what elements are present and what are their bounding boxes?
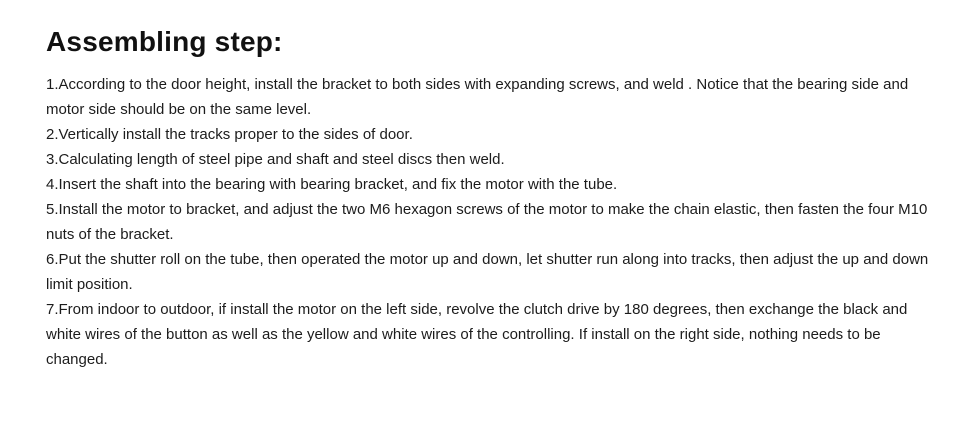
step-6: 6.Put the shutter roll on the tube, then operated the motor up and down, let shutter run along into tracks, then adjust the up and down limit position. [46,251,929,293]
step-7: 7.From indoor to outdoor, if install the motor on the left side, revolve the clutch drive by 180 degrees, then exchange the black and white wires of the button as well as the yellow and white wires of the controlling. If install on the right side, nothing needs to be changed. [46,301,908,368]
step-2: 2.Vertically install the tracks proper to the sides of door. [46,126,413,143]
document [46,22,946,372]
step-4: 4.Insert the shaft into the bearing with bearing bracket, and fix the motor with the tube. [46,176,618,193]
step-3: 3.Calculating length of steel pipe and shaft and steel discs then weld. [46,151,505,168]
step-1: 1.According to the door height, install the bracket to both sides with expanding screws, and weld . Notice that the bearing side and motor side should be on the same level. [46,76,909,118]
step-5: 5.Install the motor to bracket, and adjust the two M6 hexagon screws of the motor to make the chain elastic, then fasten the four M10 nuts of the bracket. [46,201,928,243]
steps-list [46,72,946,372]
page-title: Assembling step: [46,26,283,57]
